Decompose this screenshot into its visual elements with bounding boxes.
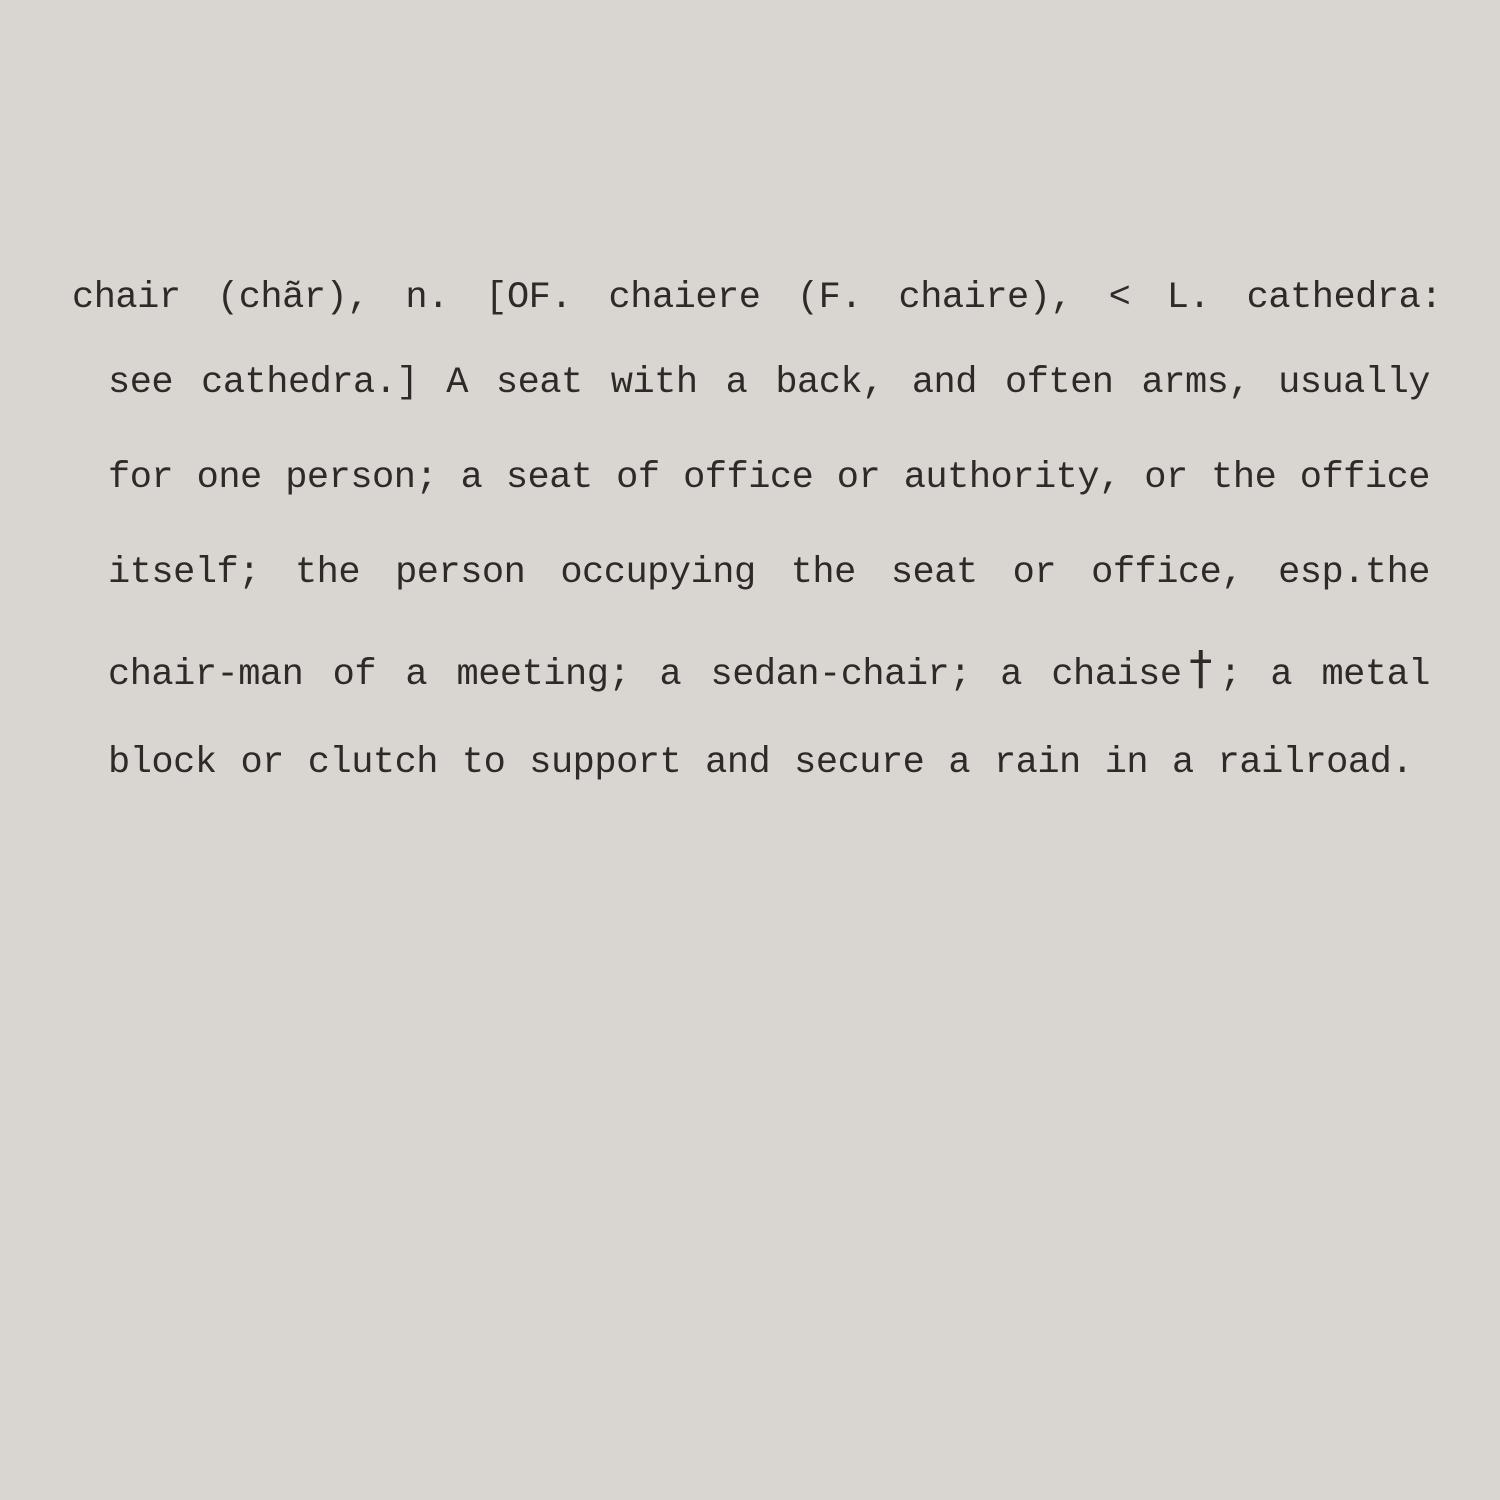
entry-line-2: see cathedra.] A seat with a back, and often arms, usually: [108, 362, 1430, 404]
entry-line-4: itself; the person occupying the seat or office, esp.the: [108, 552, 1430, 594]
dagger-mark: †: [1181, 641, 1220, 695]
entry-line-5: [108, 641, 1430, 697]
entry-line-5-tail: ; a metal: [1219, 654, 1430, 696]
entry-line-5-text: chair-man of a meeting; a sedan-chair; a chaise: [108, 654, 1182, 696]
entry-line-6: block or clutch to support and secure a rain in a railroad.: [108, 742, 1413, 784]
entry-line-3: for one person; a seat of office or authority, or the office: [108, 457, 1430, 499]
entry-line-1: chair (chãr), n. [OF. chaiere (F. chaire), < L. cathedra:: [72, 277, 1442, 319]
